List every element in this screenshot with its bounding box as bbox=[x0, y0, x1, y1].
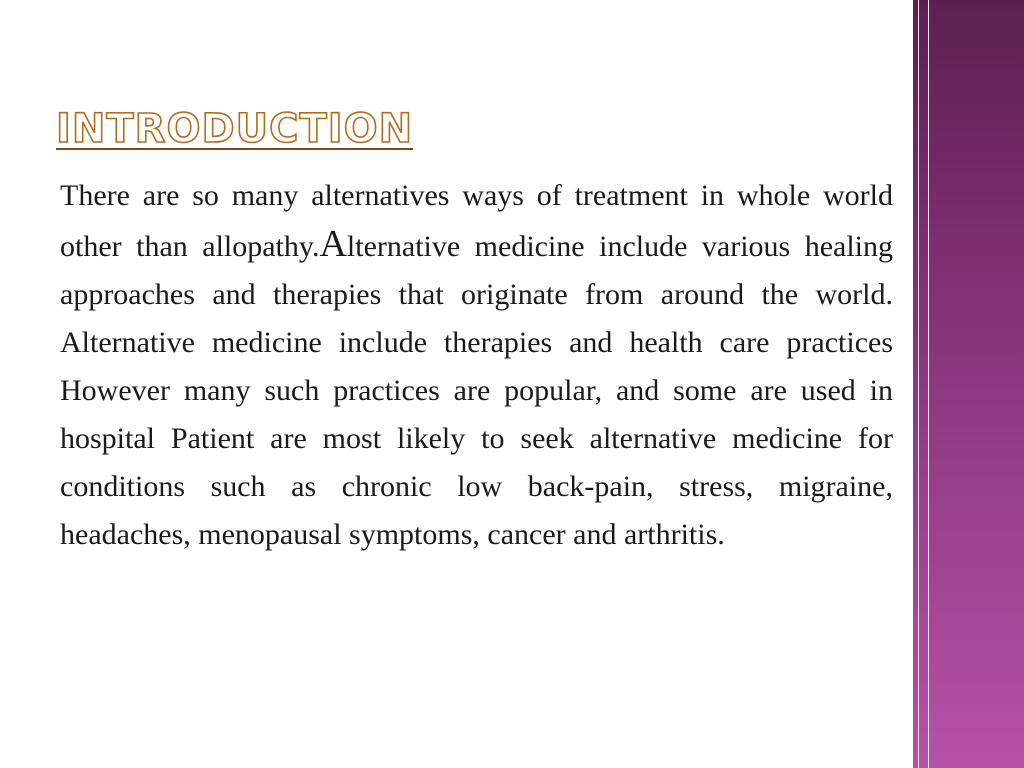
body-text-part2: lternative medicine include various healing approaches and therapies that originate from around the world. Alternative medicine include therapies and health care practices However many such practices are popular, and some are used in hospital Patient are most likely to seek alternative medicine for conditions such as chronic low back-pain, stress, migraine, headaches, menopausal symptoms, cancer and arthritis. bbox=[60, 230, 893, 551]
body-paragraph bbox=[60, 172, 893, 559]
body-text-part1: There are so many alternatives ways of treatment in whole world other than allopathy. bbox=[60, 179, 893, 263]
decorative-line bbox=[918, 0, 919, 768]
decorative-line bbox=[928, 0, 929, 768]
slide-title: INTRODUCTION bbox=[56, 106, 414, 152]
body-drop-letter: A bbox=[319, 223, 347, 265]
decorative-sidebar bbox=[913, 0, 1024, 768]
